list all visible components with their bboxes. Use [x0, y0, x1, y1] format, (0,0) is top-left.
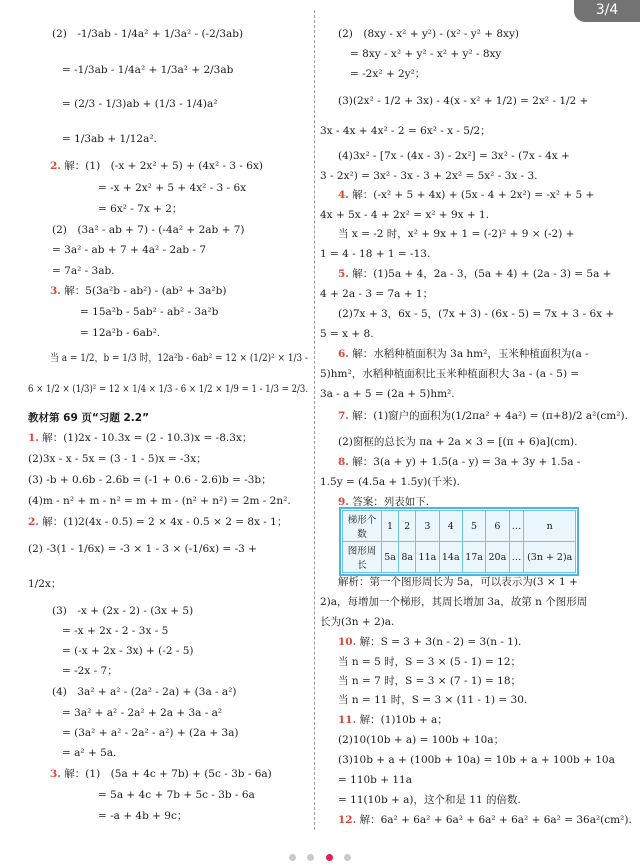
text-line: 当 n = 5 时，S = 3 × (5 - 1) = 12； [338, 656, 522, 668]
table-cell: 8a [399, 542, 416, 573]
problem-number: 3. [50, 768, 61, 780]
text-line: = 3a² + a² - 2a² + 2a + 3a - a² [62, 707, 223, 719]
text-line: (2)10(10b + a) = 100b + 10a； [338, 734, 505, 746]
table-cell: 1 [382, 511, 399, 542]
text-line: 1.5y = (4.5a + 1.5y)(千米). [320, 476, 460, 488]
text-line: = 15a²b - 5ab² - ab² - 3a²b [80, 306, 219, 318]
text-line: 1. 解：(1)2x - 10.3x = (2 - 10.3)x = -8.3x； [28, 432, 253, 444]
text-line: 当 n = 11 时，S = 3 × (11 - 1) = 30. [338, 694, 528, 706]
text-line: (2) -1/3ab - 1/4a² + 1/3a² - (-2/3ab) [52, 28, 244, 40]
table-cell: 3 [416, 511, 439, 542]
text-line: 3. 解：(1) (5a + 4c + 7b) + (5c - 3b - 6a) [50, 768, 272, 780]
text-line: 5. 解：(1)5a + 4，2a - 3，(5a + 4) + (2a - 3) = 5a + [338, 268, 612, 280]
problem-number: 7. [338, 410, 349, 422]
text-line: (2)7x + 3，6x - 5，(7x + 3) - (6x - 5) = 7x + 3 - 6x + [338, 308, 615, 320]
page-indicator: 3/4 [574, 0, 640, 22]
carousel-dot-active[interactable] [326, 854, 333, 861]
text-line: 2. 解：(1) (-x + 2x² + 5) + (4x² - 3 - 6x) [50, 160, 263, 172]
problem-number: 2. [50, 160, 61, 172]
text-line: (4)m - n² + m - n² = m + m - (n² + n²) = 2m - 2n². [28, 495, 291, 507]
text-line: 4x + 5x - 4 + 2x² = x² + 9x + 1. [320, 209, 490, 221]
text-line: 2)a，每增加一个梯形，其周长增加 3a，故第 n 个图形周 [320, 596, 588, 608]
text-line: = 3a² - ab + 7 + 4a² - 2ab - 7 [52, 244, 207, 256]
text-line: = a² + 5a. [62, 747, 117, 759]
text-line: 5)hm²，水稻种植面积比玉米种植面积大 3a - (a - 5) = [320, 368, 580, 380]
text-line: 9. 答案：列表如下. [338, 496, 430, 508]
text-line: (4)3x² - [7x - (4x - 3) - 2x²] = 3x² - (7x - 4x + [338, 150, 570, 162]
text-line: 4 + 2a - 3 = 7a + 1； [320, 288, 434, 300]
carousel-dots [0, 846, 640, 865]
text-line: (2)3x - x - 5x = (3 - 1 - 5)x = -3x； [28, 453, 207, 465]
table-cell: 14a [439, 542, 462, 573]
text-line: 7. 解：(1)窗户的面积为(1/2πa² + 4a²) = (π+8)/2 a²(cm²). [338, 410, 628, 422]
text-line: = 1/3ab + 1/12a². [62, 133, 157, 145]
text-line: (3)10b + a + (100b + 10a) = 10b + a + 100b + 10a [338, 754, 615, 766]
carousel-dot[interactable] [289, 854, 296, 861]
text-line: 5 = x + 8. [320, 328, 374, 340]
problem-number: 9. [338, 496, 349, 508]
text-line: 解析：第一个图形周长为 5a，可以表示为(3 × 1 + [338, 576, 578, 588]
table-header-cell: 梯形个数 [343, 511, 382, 542]
problem-number: 8. [338, 456, 349, 468]
table-row [343, 542, 576, 573]
text-line: (2) (3a² - ab + 7) - (-4a² + 2ab + 7) [52, 224, 245, 236]
text-line: 3 - 2x²) = 3x² - 3x - 3 + 2x² = 5x² - 3x - 3. [320, 170, 538, 182]
text-line: 2. 解：(1)2(4x - 0.5) = 2 × 4x - 0.5 × 2 = 8x - 1； [28, 516, 288, 528]
table-cell: 4 [439, 511, 462, 542]
text-line: (3) -x + (2x - 2) - (3x + 5) [52, 605, 194, 617]
text-line: 当 n = 7 时，S = 3 × (7 - 1) = 18； [338, 675, 522, 687]
table-cell: 5 [462, 511, 485, 542]
text-line: = -1/3ab - 1/4a² + 1/3a² + 2/3ab [62, 64, 234, 76]
text-line: 当 a = 1/2，b = 1/3 时，12a²b - 6ab² = 12 × (1/2)² × 1/3 - [50, 352, 309, 364]
text-line: 6 × 1/2 × (1/3)² = 12 × 1/4 × 1/3 - 6 × 1/2 × 1/9 = 1 - 1/3 = 2/3. [28, 383, 309, 395]
text-line: 8. 解：3(a + y) + 1.5(a - y) = 3a + 3y + 1.5a - [338, 456, 581, 468]
table-cell: 20a [486, 542, 509, 573]
problem-number: 3. [50, 285, 61, 297]
text-line: = -x + 2x - 2 - 3x - 5 [62, 625, 169, 637]
table-cell: … [509, 542, 524, 573]
text-line: = 7a² - 3ab. [52, 265, 115, 277]
text-line: (3)(2x² - 1/2 + 3x) - 4(x - x² + 1/2) = 2x² - 1/2 + [338, 95, 589, 107]
table-cell: 11a [416, 542, 439, 573]
table-cell: (3n + 2)a [524, 542, 576, 573]
text-line: 3a - a + 5 = (2a + 5)hm². [320, 388, 455, 400]
text-line: 10. 解：S = 3 + 3(n - 2) = 3(n - 1). [338, 636, 522, 648]
text-line: 长为(3n + 2)a. [320, 616, 395, 628]
problem-number: 6. [338, 348, 349, 360]
text-line: (2)窗框的总长为 πa + 2a × 3 = [(π + 6)a](cm). [338, 436, 578, 448]
text-line: = 110b + 11a [338, 774, 412, 786]
table-cell: 17a [462, 542, 485, 573]
text-line: 1 = 4 - 18 + 1 = -13. [320, 248, 431, 260]
problem-number: 11. [338, 714, 357, 726]
text-line: = (2/3 - 1/3)ab + (1/3 - 1/4)a² [62, 98, 218, 110]
problem-number: 12. [338, 814, 357, 826]
text-line: = 5a + 4c + 7b + 5c - 3b - 6a [98, 789, 255, 801]
text-line: 当 x = -2 时，x² + 9x + 1 = (-2)² + 9 × (-2) + [338, 228, 575, 240]
problem-number: 4. [338, 189, 349, 201]
text-line: = 11(10b + a)，这个和是 11 的倍数. [338, 794, 521, 806]
text-line: = -a + 4b + 9c； [98, 810, 188, 822]
table-cell: … [509, 511, 524, 542]
text-line: (2) (8xy - x² + y²) - (x² - y² + 8xy) [338, 28, 519, 40]
text-line: = -x + 2x² + 5 + 4x² - 3 - 6x [98, 182, 247, 194]
text-line: = 12a²b - 6ab². [80, 327, 161, 339]
text-line: (4) 3a² + a² - (2a² - 2a) + (3a - a²) [52, 686, 237, 698]
text-line: 4. 解：(-x² + 5 + 4x) + (5x - 4 + 2x²) = -x² + 5 + [338, 189, 595, 201]
text-line: 6. 解：水稻种植面积为 3a hm²，玉米种植面积为(a - [338, 348, 589, 360]
table-cell: 5a [382, 542, 399, 573]
column-divider [314, 10, 315, 830]
text-line: (2) -3(1 - 1/6x) = -3 × 1 - 3 × (-1/6x) = -3 + [28, 543, 257, 555]
perimeter-table [342, 510, 576, 573]
text-line: = (-x + 2x - 3x) + (-2 - 5) [62, 645, 194, 657]
problem-number: 5. [338, 268, 349, 280]
text-line: 3x - 4x + 4x² - 2 = 6x² - x - 5/2； [320, 125, 491, 137]
table-cell: n [524, 511, 576, 542]
text-line: 3. 解：5(3a²b - ab²) - (ab² + 3a²b) [50, 285, 227, 297]
table-header-cell: 图形周长 [343, 542, 382, 573]
table-cell: 6 [486, 511, 509, 542]
text-line: = (3a² + a² - 2a² - a²) + (2a + 3a) [62, 727, 239, 739]
text-line: 11. 解：(1)10b + a； [338, 714, 448, 726]
table-cell: 2 [399, 511, 416, 542]
carousel-dot[interactable] [307, 854, 314, 861]
text-line: = 8xy - x² + y² - x² + y² - 8xy [350, 48, 502, 60]
carousel-dot[interactable] [344, 854, 351, 861]
text-line: = -2x² + 2y²； [350, 68, 426, 80]
text-line: 12. 解：6a² + 6a² + 6a² + 6a² + 6a² + 6a² = 36a²(cm²). [338, 814, 632, 826]
problem-number: 10. [338, 636, 357, 648]
problem-number: 2. [28, 516, 39, 528]
section-heading: 教材第 69 页“习题 2.2” [28, 412, 149, 424]
text-line: = -2x - 7； [62, 665, 118, 677]
problem-number: 1. [28, 432, 39, 444]
text-line: 1/2x； [28, 578, 62, 590]
table-row [343, 511, 576, 542]
text-line: (3) -b + 0.6b - 2.6b = (-1 + 0.6 - 2.6)b = -3b； [28, 474, 272, 486]
text-line: = 6x² - 7x + 2； [98, 203, 183, 215]
